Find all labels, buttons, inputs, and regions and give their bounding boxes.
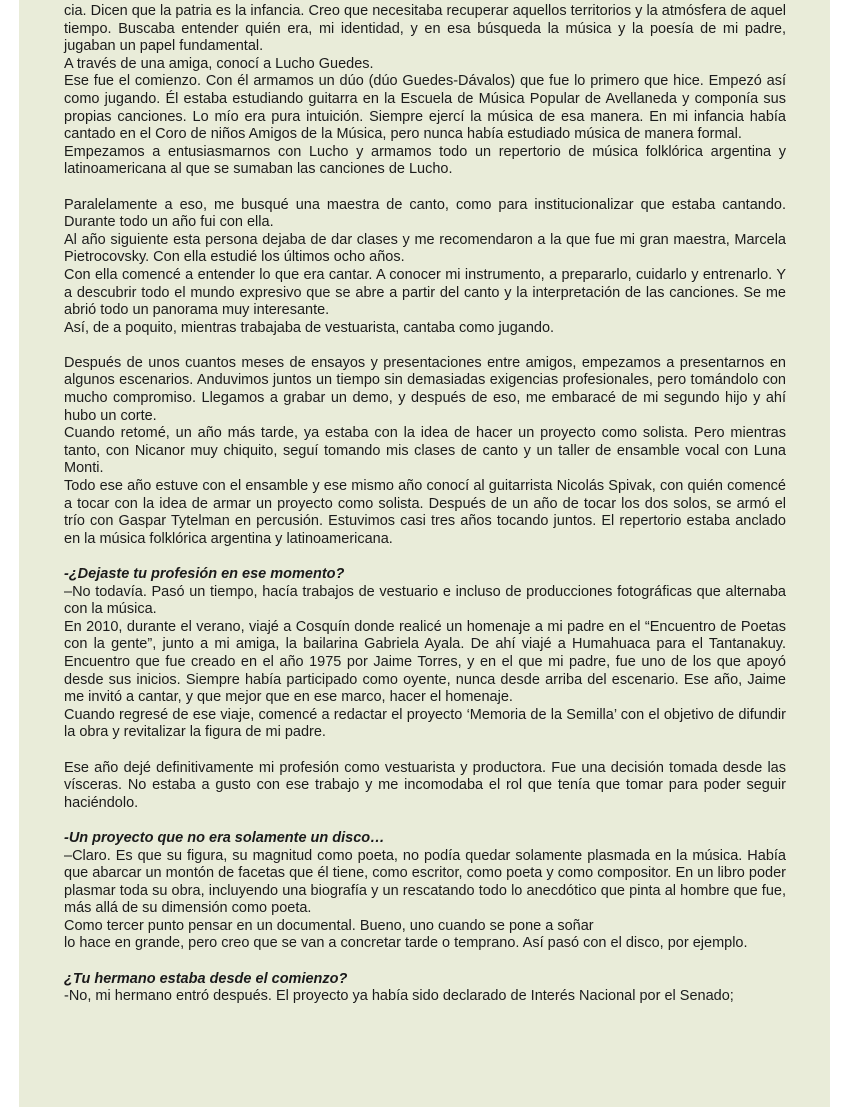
article-body — [64, 3, 786, 1006]
article-paragraph: Así, de a poquito, mientras trabajaba de vestuarista, cantaba como jugando. — [64, 319, 555, 336]
article-paragraph: Con ella comencé a entender lo que era cantar. A conocer mi instrumento, a prepararlo, cuidarlo y entrenarlo. Y a descubrir todo el mundo expresivo que se abre a partir del canto y la interpretación de las canciones. Se me abrió todo un panorama muy interesante. — [64, 266, 786, 319]
article-paragraph: –No todavía. Pasó un tiempo, hacía trabajos de vestuario e incluso de producciones fotográficas que alternaba con la música. — [64, 583, 786, 618]
article-paragraph: A través de una amiga, conocí a Lucho Guedes. — [64, 55, 374, 72]
document-page — [19, 0, 830, 1107]
article-paragraph: Ese fue el comienzo. Con él armamos un dúo (dúo Guedes-Dávalos) que fue lo primero que hice. Empezó así como jugando. Él estaba estudiando guitarra en la Escuela de Música Popular de Avellaneda y componía sus propias canciones. Lo mío era pura intuición. Siempre ejercí la música de esa manera. En mi infancia había cantado en el Coro de niños Amigos de la Música, pero nunca había estudiado música de manera formal. — [64, 73, 786, 143]
article-paragraph: En 2010, durante el verano, viajé a Cosquín donde realicé un homenaje a mi padre en el “Encuentro de Poetas con la gente”, junto a mi amiga, la bailarina Gabriela Ayala. De ahí viajé a Humahuaca para el Tantanakuy. Encuentro que fue creado en el año 1975 por Jaime Torres, y en el que mi padre, fue uno de los que apoyó desde sus inicios. Siempre había participado como oyente, nunca desde arriba del escenario. Ese año, Jaime me invitó a cantar, y que mejor que en ese marco, hacer el homenaje. — [64, 618, 786, 706]
interview-question: -Un proyecto que no era solamente un disco… — [64, 829, 385, 846]
article-paragraph: Al año siguiente esta persona dejaba de dar clases y me recomendaron a la que fue mi gran maestra, Marcela Pietrocovsky. Con ella estudié los últimos ocho años. — [64, 231, 786, 266]
interview-question: ¿Tu hermano estaba desde el comienzo? — [64, 970, 348, 987]
article-paragraph: Después de unos cuantos meses de ensayos y presentaciones entre amigos, empezamos a presentarnos en algunos escenarios. Anduvimos juntos un tiempo sin demasiadas exigencias profesionales, pero tomándolo con mucho compromiso. Llegamos a grabar un demo, y después de eso, me embaracé de mi segundo hijo y ahí hubo un corte. — [64, 354, 786, 424]
article-paragraph: Ese año dejé definitivamente mi profesión como vestuarista y productora. Fue una decisión tomada desde las vísceras. No estaba a gusto con ese trabajo y me incomodaba el rol que tenía que tomar para poder seguir haciéndolo. — [64, 759, 786, 811]
article-paragraph: Empezamos a entusiasmarnos con Lucho y armamos todo un repertorio de música folklórica argentina y latinoamericana al que se sumaban las canciones de Lucho. — [64, 143, 786, 178]
article-paragraph: Todo ese año estuve con el ensamble y ese mismo año conocí al guitarrista Nicolás Spivak, con quién comencé a tocar con la idea de armar un proyecto como solista. Después de un año de tocar los dos solos, se armó el trío con Gaspar Tytelman en percusión. Estuvimos casi tres años tocando juntos. El repertorio estaba anclado en la música folklórica argentina y latinoamericana. — [64, 478, 786, 547]
article-paragraph: cia. Dicen que la patria es la infancia. Creo que necesitaba recuperar aquellos territorios y la atmósfera de aquel tiempo. Buscaba entender quién era, mi identidad, y en esa búsqueda la música y la poesía de mi padre, jugaban un papel fundamental. — [64, 3, 786, 55]
article-paragraph: Paralelamente a eso, me busqué una maestra de canto, como para institucionalizar que estaba cantando. Durante todo un año fui con ella. — [64, 196, 786, 231]
article-paragraph: Como tercer punto pensar en un documental. Bueno, uno cuando se pone a soñar — [64, 917, 594, 934]
interview-question: -¿Dejaste tu profesión en ese momento? — [64, 566, 345, 582]
article-paragraph: Cuando regresé de ese viaje, comencé a redactar el proyecto ‘Memoria de la Semilla’ con el objetivo de difundir la obra y revitalizar la figura de mi padre. — [64, 706, 786, 741]
article-paragraph: lo hace en grande, pero creo que se van a concretar tarde o temprano. Así pasó con el disco, por ejemplo. — [64, 935, 748, 952]
article-paragraph: -No, mi hermano entró después. El proyecto ya había sido declarado de Interés Nacional por el Senado; — [64, 988, 734, 1005]
article-paragraph: –Claro. Es que su figura, su magnitud como poeta, no podía quedar solamente plasmada en la música. Había que abarcar un montón de facetas que él tiene, como escritor, como poeta y como compositor. En un libro poder plasmar toda su obra, incluyendo una biografía y un rescatando todo lo anecdótico que pinta al hombre que fue, más allá de su dimensión como poeta. — [64, 847, 786, 917]
article-paragraph: Cuando retomé, un año más tarde, ya estaba con la idea de hacer un proyecto como solista. Pero mientras tanto, con Nicanor muy chiquito, seguí tomando mis clases de canto y un taller de ensamble vocal con Luna Monti. — [64, 425, 786, 477]
